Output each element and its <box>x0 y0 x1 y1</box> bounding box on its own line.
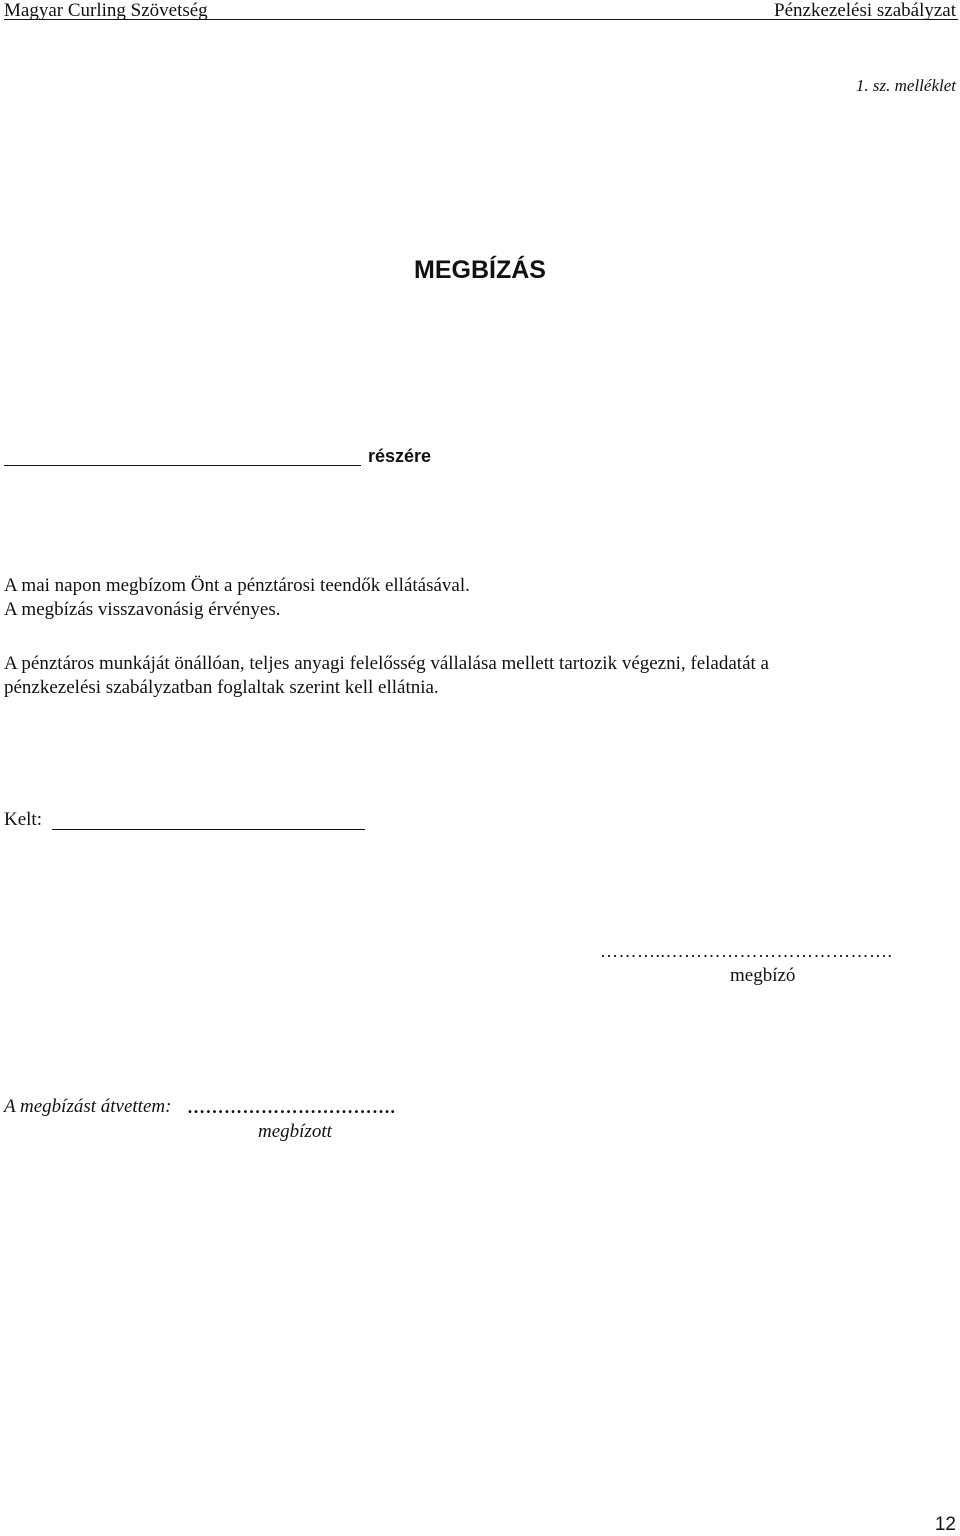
paragraph-1-line-2: A megbízás visszavonásig érvényes. <box>4 599 281 620</box>
page-title: MEGBÍZÁS <box>414 256 546 284</box>
header-document-title: Pénzkezelési szabályzat <box>774 0 956 21</box>
recipient-label: részére <box>368 446 432 466</box>
annex-label: 1. sz. melléklet <box>855 76 956 95</box>
date-label: Kelt: <box>4 809 42 830</box>
date-blank <box>52 829 365 830</box>
received-by-label: A megbízást átvettem: <box>4 1096 172 1117</box>
receiver-signature-label: megbízott <box>258 1121 332 1142</box>
paragraph-2-line-2: pénzkezelési szabályzatban foglaltak szerint kell ellátnia. <box>4 677 439 698</box>
paragraph-2-line-1: A pénztáros munkáját önállóan, teljes anyagi felelősség vállalása mellett tartozik végezni, feladatát a <box>4 653 769 674</box>
issuer-signature-dots: ………..………………………………. <box>600 941 893 961</box>
header-organization: Magyar Curling Szövetség <box>4 0 208 21</box>
receiver-signature-dots: ……………………………. <box>187 1097 396 1117</box>
page-number: 12 <box>934 1514 956 1535</box>
recipient-name-blank <box>4 465 361 466</box>
paragraph-1-line-1: A mai napon megbízom Önt a pénztárosi teendők ellátásával. <box>4 575 470 596</box>
issuer-signature-label: megbízó <box>730 965 796 986</box>
